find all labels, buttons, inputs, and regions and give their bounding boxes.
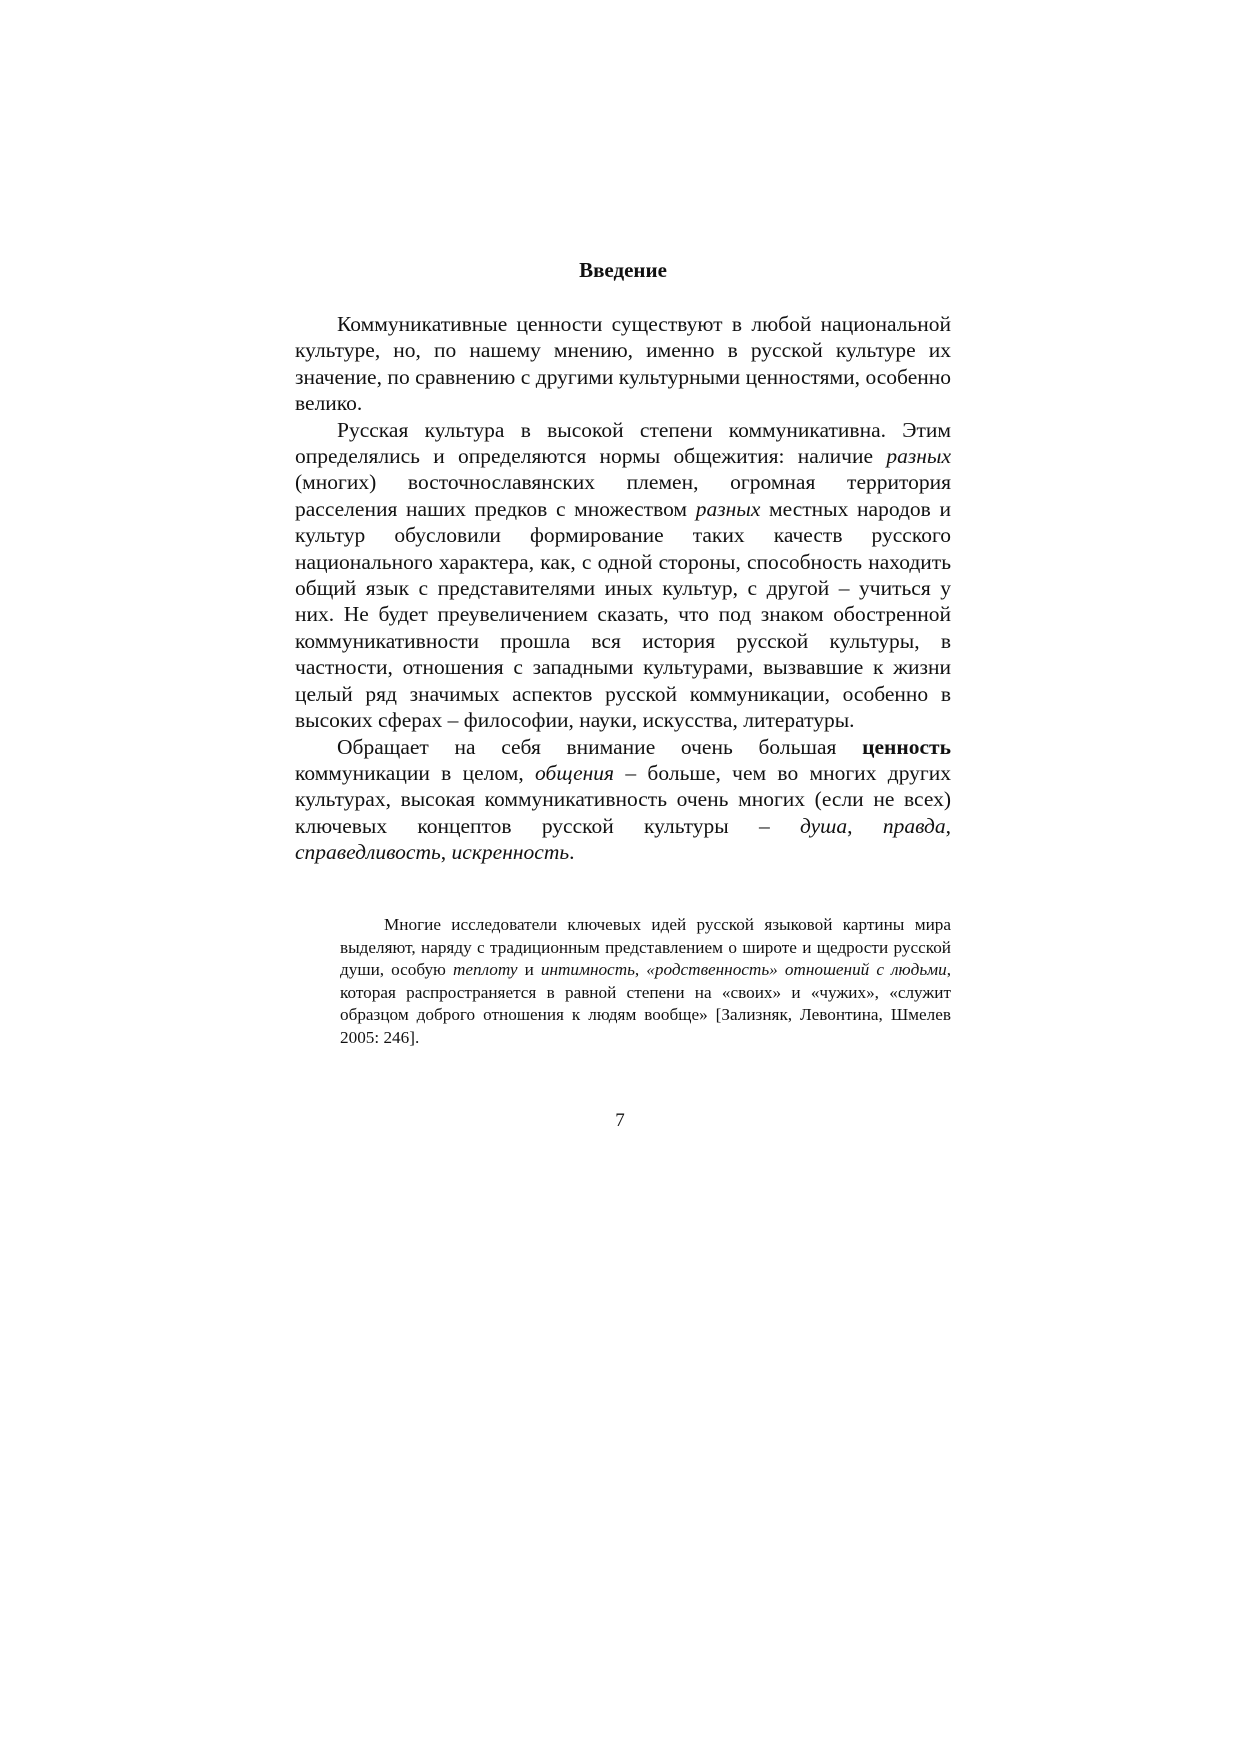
italic-text: искренность — [451, 840, 570, 865]
italic-text: разных — [695, 496, 761, 521]
paragraph-2 — [295, 417, 951, 734]
text-run: Многие исследователи ключевых идей русской языковой картины мира выделяют, наряду с традиционным представлением о широте и щедрости русской души, особую — [340, 915, 951, 980]
text-run: , — [440, 840, 452, 865]
paragraph-1 — [295, 311, 951, 417]
italic-text: правда — [882, 813, 946, 838]
italic-text: душа — [800, 813, 848, 838]
text-run: , — [945, 813, 952, 838]
italic-text: общения — [535, 760, 615, 785]
paragraph-3 — [295, 734, 951, 866]
text-run: местных народов и культур обусловили формирование таких качеств русского национального характера, как, с одной стороны, способность находить общий язык с представителями иных культур, с другой – учиться у них. Не будет преувеличением сказать, что под знаком обостренной коммуникативности прошла вся история русской культуры, в частности, отношения с западными культурами, вызвавшие к жизни целый ряд значимых аспектов русской коммуникации, особенно в высоких сферах – философии, науки, искусства, литературы. — [295, 496, 951, 733]
section-heading: Введение — [579, 258, 667, 282]
italic-text: «родственность» отношений с людьми — [646, 960, 947, 980]
text-run: Обращает на себя внимание очень большая — [337, 734, 863, 759]
bold-text: ценность — [862, 734, 951, 759]
quote-paragraph — [340, 914, 951, 1050]
text-run: Коммуникативные ценности существуют в любой национальной культуре, но, по нашему мнению, именно в русской культуре их значение, по сравнению с другими культурными ценностями, особенно велико. — [295, 312, 951, 416]
text-run: Русская культура в высокой степени коммуникативна. Этим определялись и определяются нормы общежития: наличие — [295, 417, 951, 469]
text-run: . — [569, 840, 575, 865]
text-run: , — [634, 960, 647, 980]
text-run: , которая распространяется в равной степени на «своих» и «чужих», «служит образцом доброго отношения к людям вообще» [Зализняк, Левонтина, Шмелев 2005: 246]. — [340, 960, 952, 1047]
text-run: и — [517, 960, 541, 980]
body-text — [295, 311, 951, 866]
italic-text: интимность — [540, 960, 635, 980]
block-quote — [340, 914, 951, 1050]
italic-text: разных — [886, 444, 951, 469]
text-run: – больше, чем во многих других культурах, высокая коммуникативность очень многих (если не всех) ключевых концептов русской культуры – — [295, 760, 951, 838]
italic-text: теплоту — [452, 960, 518, 980]
text-run: (многих) восточнославянских племен, огромная территория расселения наших предков с множеством — [295, 470, 951, 521]
italic-text: справедливость — [295, 840, 441, 865]
text-run: коммуникации в целом, — [295, 760, 536, 785]
page-number: 7 — [615, 1110, 625, 1131]
text-run: , — [847, 813, 883, 838]
